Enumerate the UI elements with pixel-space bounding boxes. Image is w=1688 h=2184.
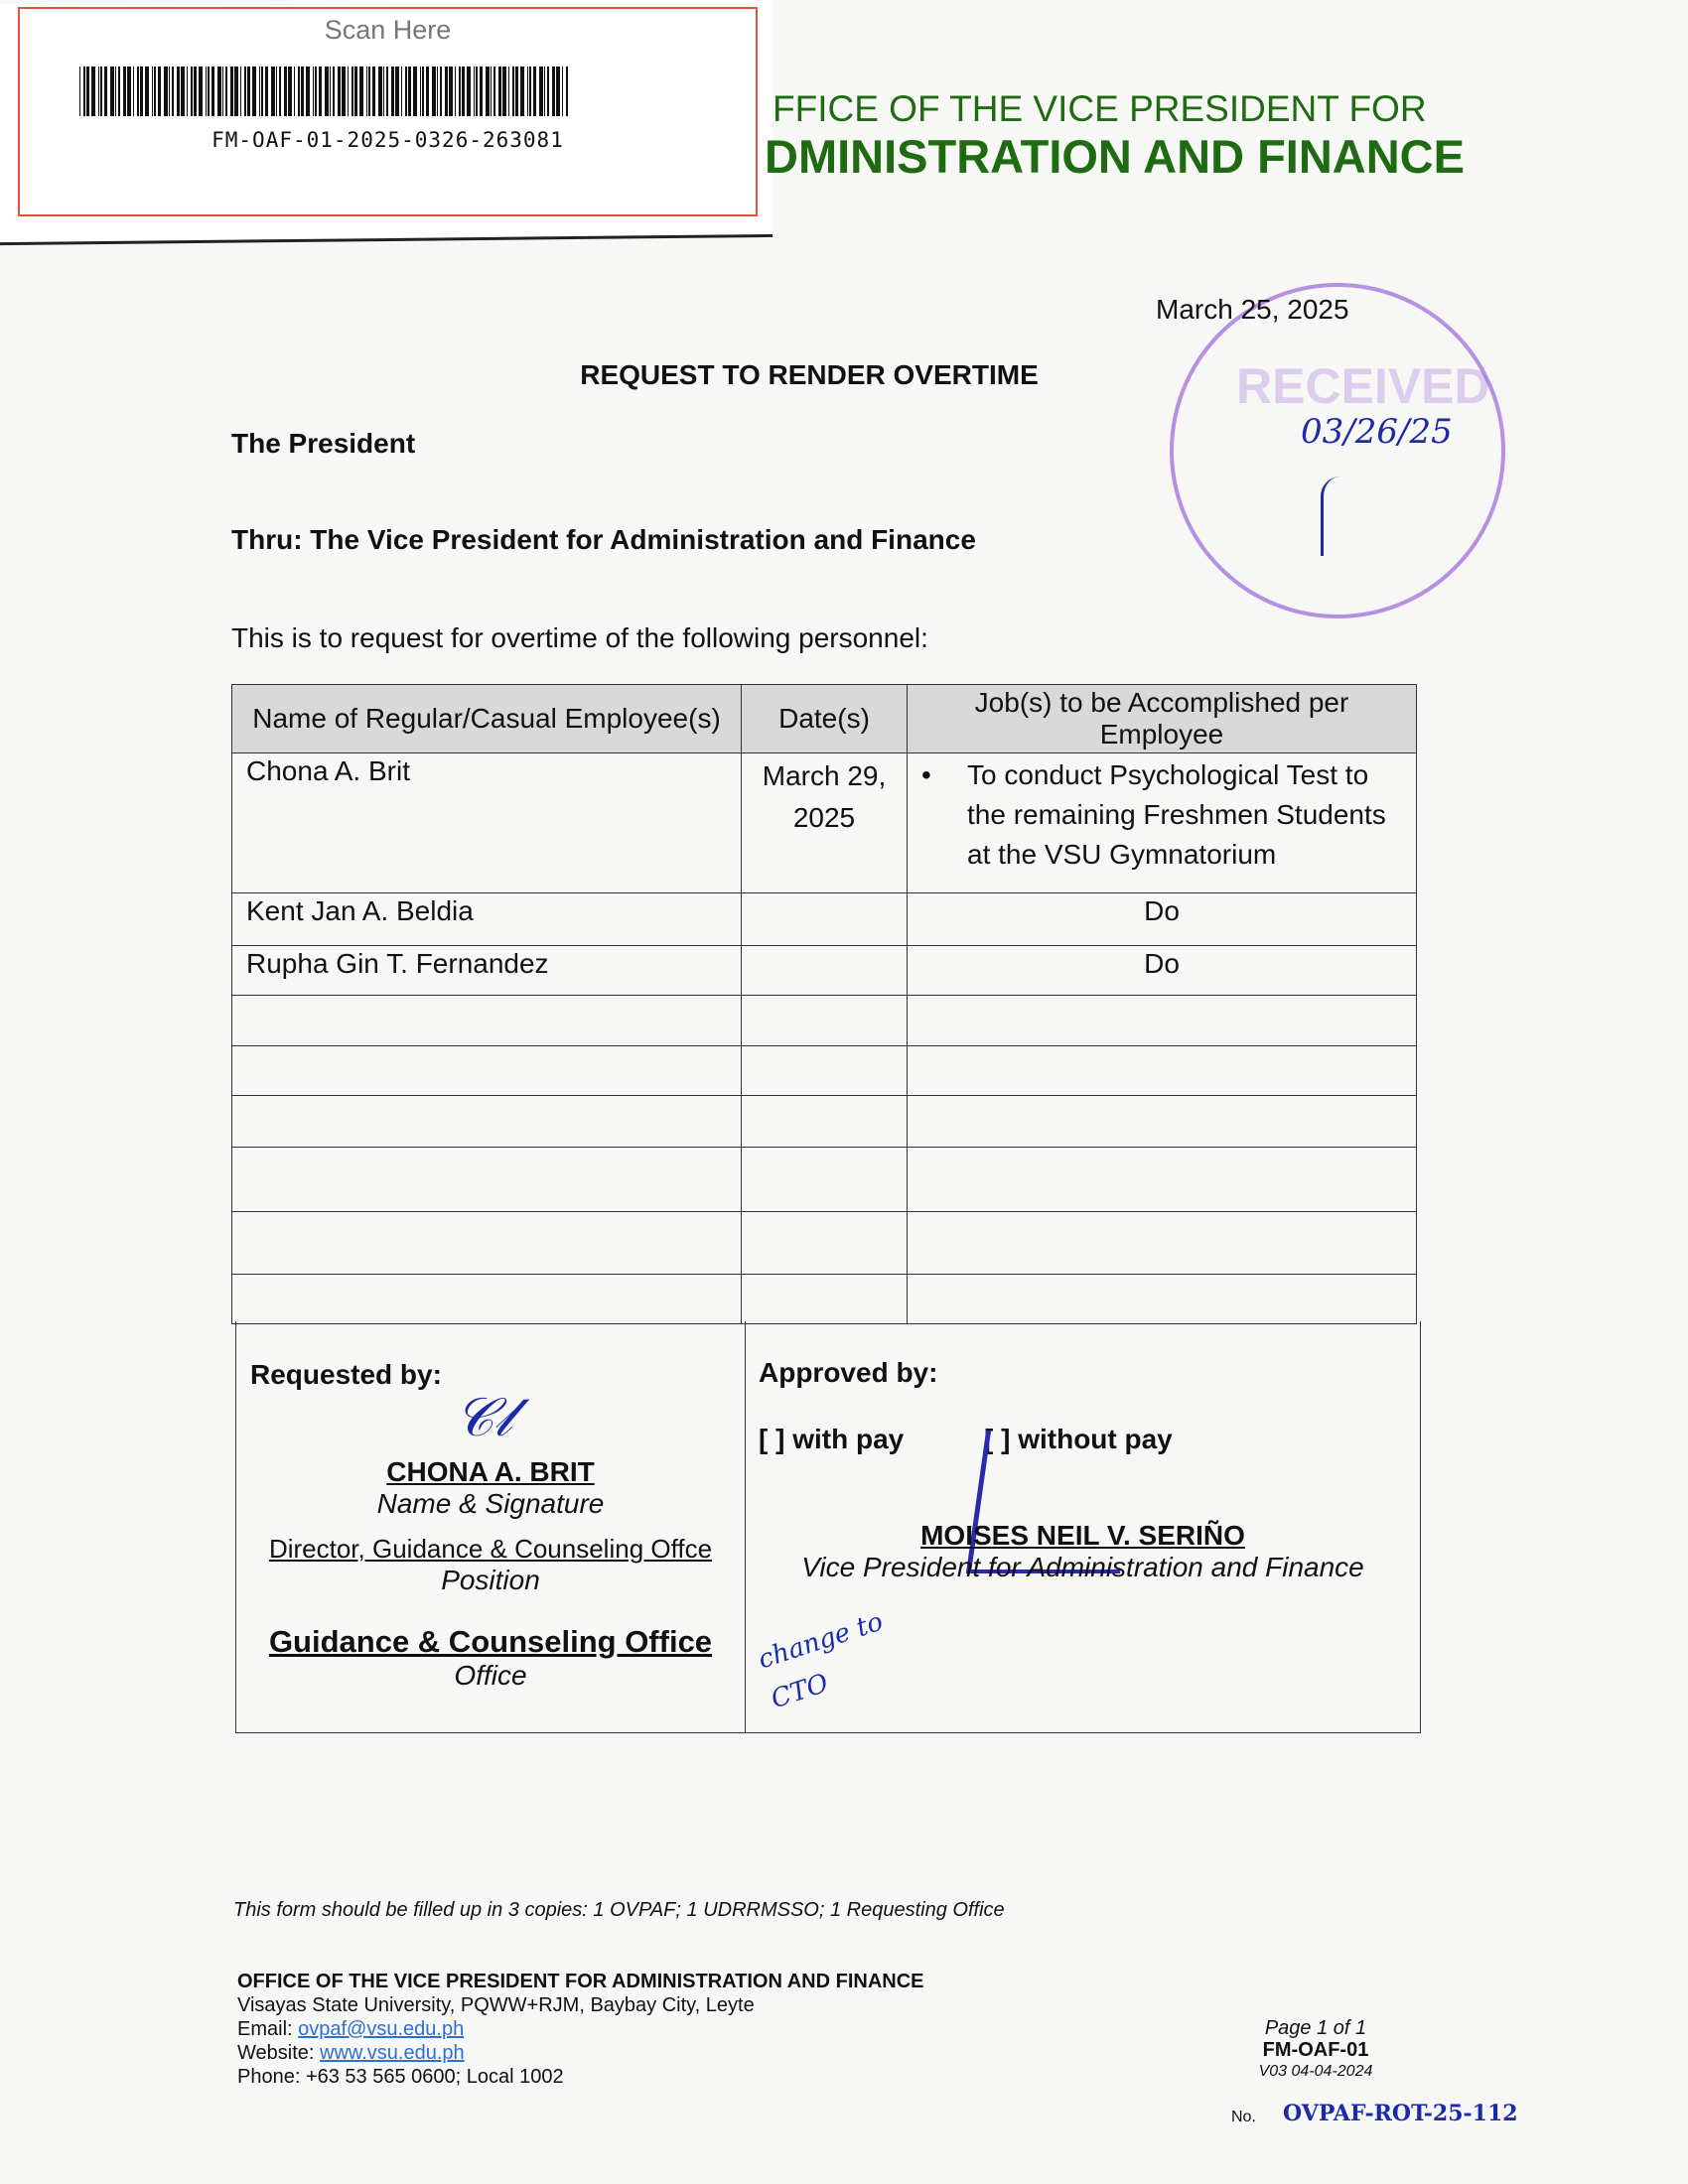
barcode-bar xyxy=(533,67,536,116)
barcode-bar xyxy=(319,67,322,116)
letter-date: March 25, 2025 xyxy=(1156,294,1349,325)
barcode-bar xyxy=(164,67,168,116)
barcode-bar xyxy=(86,67,89,116)
barcode-bar xyxy=(330,67,331,116)
employee-name: Chona A. Brit xyxy=(232,753,742,893)
stamp-initial-signature xyxy=(1321,477,1363,556)
barcode-bar xyxy=(133,67,134,116)
barcode-bar xyxy=(208,67,210,116)
requested-by-label: Requested by: xyxy=(250,1359,442,1390)
barcode-bar xyxy=(279,67,281,116)
barcode-bar xyxy=(422,67,424,116)
barcode-image xyxy=(79,67,695,116)
barcode-bar xyxy=(544,67,545,116)
barcode-bar xyxy=(191,67,193,116)
website-label: Website: xyxy=(237,2042,320,2064)
barcode-bar xyxy=(338,67,341,116)
barcode-bar xyxy=(539,67,543,116)
header-admin-line: DMINISTRATION AND FINANCE xyxy=(765,130,1465,183)
barcode-bar xyxy=(123,67,126,116)
barcode-bar xyxy=(98,67,99,116)
barcode-bar xyxy=(211,67,214,116)
table-header-row xyxy=(232,685,1417,753)
barcode-bar xyxy=(474,67,475,116)
barcode-bar xyxy=(432,67,436,116)
job-description: Do xyxy=(908,946,1417,996)
barcode-bar xyxy=(194,67,197,116)
intro-text: This is to request for overtime of the following personnel: xyxy=(231,622,928,653)
document-title: REQUEST TO RENDER OVERTIME xyxy=(580,359,1039,390)
barcode-bar xyxy=(158,67,161,116)
page-number: Page 1 of 1 xyxy=(1264,2017,1367,2039)
barcode-bar xyxy=(177,67,180,116)
barcode-bar xyxy=(284,67,287,116)
barcode-bar xyxy=(181,67,185,116)
barcode-bar xyxy=(437,67,438,116)
barcode-bar xyxy=(459,67,461,116)
with-pay-checkbox[interactable]: [ ] with pay xyxy=(759,1424,905,1454)
footer-address: Visayas State University, PQWW+RJM, Baybay City, Leyte xyxy=(237,1994,755,2016)
barcode-bar xyxy=(83,67,85,116)
barcode-bar xyxy=(486,67,490,116)
barcode-bar xyxy=(240,67,241,116)
approver-name: MOISES NEIL V. SERIÑO xyxy=(920,1520,1245,1551)
employee-name: Kent Jan A. Beldia xyxy=(232,893,742,946)
barcode-bar xyxy=(395,67,399,116)
barcode-bar xyxy=(91,67,95,116)
header-office-line: FFICE OF THE VICE PRESIDENT FOR xyxy=(773,88,1427,129)
footer-office: OFFICE OF THE VICE PRESIDENT FOR ADMINISTRATION AND FINANCE xyxy=(237,1971,924,1992)
barcode-bar xyxy=(401,67,402,116)
barcode-bar xyxy=(359,67,363,116)
barcode-bar xyxy=(413,67,417,116)
barcode-bar xyxy=(498,67,501,116)
col-header-name: Name of Regular/Casual Employee(s) xyxy=(232,685,742,753)
barcode-bar xyxy=(152,67,153,116)
barcode-bar xyxy=(529,67,531,116)
barcode-bar xyxy=(298,67,300,116)
form-code: FM-OAF-01 xyxy=(1262,2039,1369,2061)
scan-here-label: Scan Here xyxy=(324,15,452,45)
job-description: Do xyxy=(908,893,1417,946)
barcode-bar xyxy=(187,67,188,116)
overtime-date xyxy=(742,893,908,946)
barcode-bar xyxy=(206,67,207,116)
barcode-bar xyxy=(462,67,465,116)
overtime-table xyxy=(231,684,1417,1324)
barcode-bar xyxy=(386,67,388,116)
copies-note: This form should be filled up in 3 copies: 1 OVPAF; 1 UDRRMSSO; 1 Requesting Office xyxy=(233,1899,1005,1921)
email-link[interactable]: ovpaf@vsu.edu.ph xyxy=(298,2018,465,2040)
col-header-job: Job(s) to be Accomplished per Employee xyxy=(908,685,1417,753)
table-row xyxy=(232,893,1417,946)
stamp-handwritten-date: 03/26/25 xyxy=(1301,412,1453,452)
barcode-bar xyxy=(383,67,384,116)
empty-row xyxy=(232,1275,1417,1324)
approved-by-label: Approved by: xyxy=(759,1357,938,1388)
barcode-bar xyxy=(520,67,524,116)
barcode-bar xyxy=(265,67,268,116)
barcode-bar xyxy=(271,67,275,116)
col-header-date: Date(s) xyxy=(742,685,908,753)
barcode-bar xyxy=(140,67,143,116)
barcode-bar xyxy=(79,67,80,116)
barcode-bar xyxy=(527,67,528,116)
email-label: Email: xyxy=(237,2018,299,2040)
barcode-bar xyxy=(508,67,509,116)
barcode-bar xyxy=(244,67,246,116)
requester-position: Director, Guidance & Counseling Offce xyxy=(268,1534,713,1564)
barcode-bar xyxy=(294,67,295,116)
barcode-bar xyxy=(378,67,382,116)
form-version: V03 04-04-2024 xyxy=(1258,2063,1373,2080)
barcode-bar xyxy=(354,67,357,116)
barcode-bar xyxy=(342,67,346,116)
addressee: The President xyxy=(231,428,416,459)
barcode-bar xyxy=(467,67,471,116)
barcode-bar xyxy=(252,67,256,116)
empty-row xyxy=(232,1212,1417,1275)
barcode-number: FM-OAF-01-2025-0326-263081 xyxy=(211,128,564,152)
barcode-bar xyxy=(225,67,227,116)
barcode-bar xyxy=(368,67,370,116)
barcode-bar xyxy=(445,67,448,116)
barcode-bar xyxy=(145,67,149,116)
control-no-value: OVPAF-ROT-25-112 xyxy=(1283,2101,1518,2126)
overtime-date: March 29, 2025 xyxy=(742,753,908,893)
barcode-bar xyxy=(426,67,429,116)
empty-row xyxy=(232,996,1417,1046)
barcode-bar xyxy=(348,67,349,116)
barcode-bar xyxy=(352,67,353,116)
barcode-bar xyxy=(115,67,116,116)
barcode-bar xyxy=(259,67,260,116)
barcode-bar xyxy=(476,67,478,116)
barcode-bar xyxy=(512,67,514,116)
barcode-bar xyxy=(566,67,568,116)
barcode-bar xyxy=(169,67,170,116)
bullet-icon: • xyxy=(921,759,931,790)
barcode-bar xyxy=(261,67,263,116)
thru-line: Thru: The Vice President for Administration and Finance xyxy=(231,524,976,555)
barcode-bar xyxy=(493,67,495,116)
barcode-bar xyxy=(420,67,421,116)
table-row xyxy=(232,753,1417,893)
barcode-bar xyxy=(199,67,203,116)
barcode-bar xyxy=(110,67,114,116)
barcode-bar xyxy=(222,67,223,116)
barcode-bar xyxy=(325,67,329,116)
office-caption: Office xyxy=(454,1660,527,1691)
barcode-bar xyxy=(405,67,407,116)
requester-name: CHONA A. BRIT xyxy=(386,1456,595,1487)
table-row xyxy=(232,946,1417,996)
barcode-bar xyxy=(408,67,411,116)
empty-row xyxy=(232,1046,1417,1096)
barcode-box xyxy=(18,7,758,216)
barcode-bar xyxy=(276,67,277,116)
footer-phone: Phone: +63 53 565 0600; Local 1002 xyxy=(237,2066,564,2088)
barcode-bar xyxy=(333,67,335,116)
control-no-label: No. xyxy=(1231,2109,1256,2125)
barcode-bar xyxy=(230,67,233,116)
barcode-bar xyxy=(455,67,456,116)
barcode-bar xyxy=(391,67,394,116)
barcode-bar xyxy=(440,67,442,116)
barcode-bar xyxy=(234,67,238,116)
overtime-date xyxy=(742,946,908,996)
barcode-bar xyxy=(104,67,107,116)
barcode-bar xyxy=(480,67,483,116)
barcode-bar xyxy=(315,67,317,116)
barcode-bar xyxy=(502,67,506,116)
stamp-received-word: RECEIVED xyxy=(1236,358,1490,414)
approver-title: Vice President for Administration and Finance xyxy=(801,1552,1364,1582)
job-description: To conduct Psychological Test to the remaining Freshmen Students at the VSU Gymnatorium xyxy=(967,759,1386,870)
barcode-bar xyxy=(515,67,518,116)
handwritten-note: change to CTO xyxy=(755,1606,887,1715)
requester-signature: 𝒞𝓁 xyxy=(455,1386,512,1448)
barcode-bar xyxy=(137,67,139,116)
barcode-bar xyxy=(247,67,250,116)
barcode-bar xyxy=(313,67,314,116)
barcode-bar xyxy=(366,67,367,116)
barcode-bar xyxy=(100,67,102,116)
barcode-bar xyxy=(301,67,304,116)
signature-section xyxy=(235,1321,1421,1733)
barcode-bar xyxy=(491,67,492,116)
without-pay-checkbox[interactable]: [ ] without pay xyxy=(984,1424,1173,1454)
position-caption: Position xyxy=(441,1565,540,1595)
barcode-bar xyxy=(217,67,221,116)
employee-name: Rupha Gin T. Fernandez xyxy=(232,946,742,996)
barcode-bar xyxy=(118,67,120,116)
barcode-bar xyxy=(154,67,156,116)
barcode-bar xyxy=(306,67,310,116)
empty-row xyxy=(232,1148,1417,1212)
barcode-bar xyxy=(552,67,555,116)
barcode-bar xyxy=(127,67,131,116)
barcode-bar xyxy=(288,67,292,116)
requester-office: Guidance & Counseling Office xyxy=(268,1624,713,1659)
barcode-bar xyxy=(562,67,563,116)
barcode-bar xyxy=(449,67,453,116)
website-link[interactable]: www.vsu.edu.ph xyxy=(320,2042,465,2064)
name-caption: Name & Signature xyxy=(376,1488,605,1519)
barcode-bar xyxy=(556,67,560,116)
barcode-bar xyxy=(172,67,174,116)
barcode-bar xyxy=(372,67,375,116)
barcode-bar xyxy=(547,67,549,116)
empty-row xyxy=(232,1096,1417,1148)
